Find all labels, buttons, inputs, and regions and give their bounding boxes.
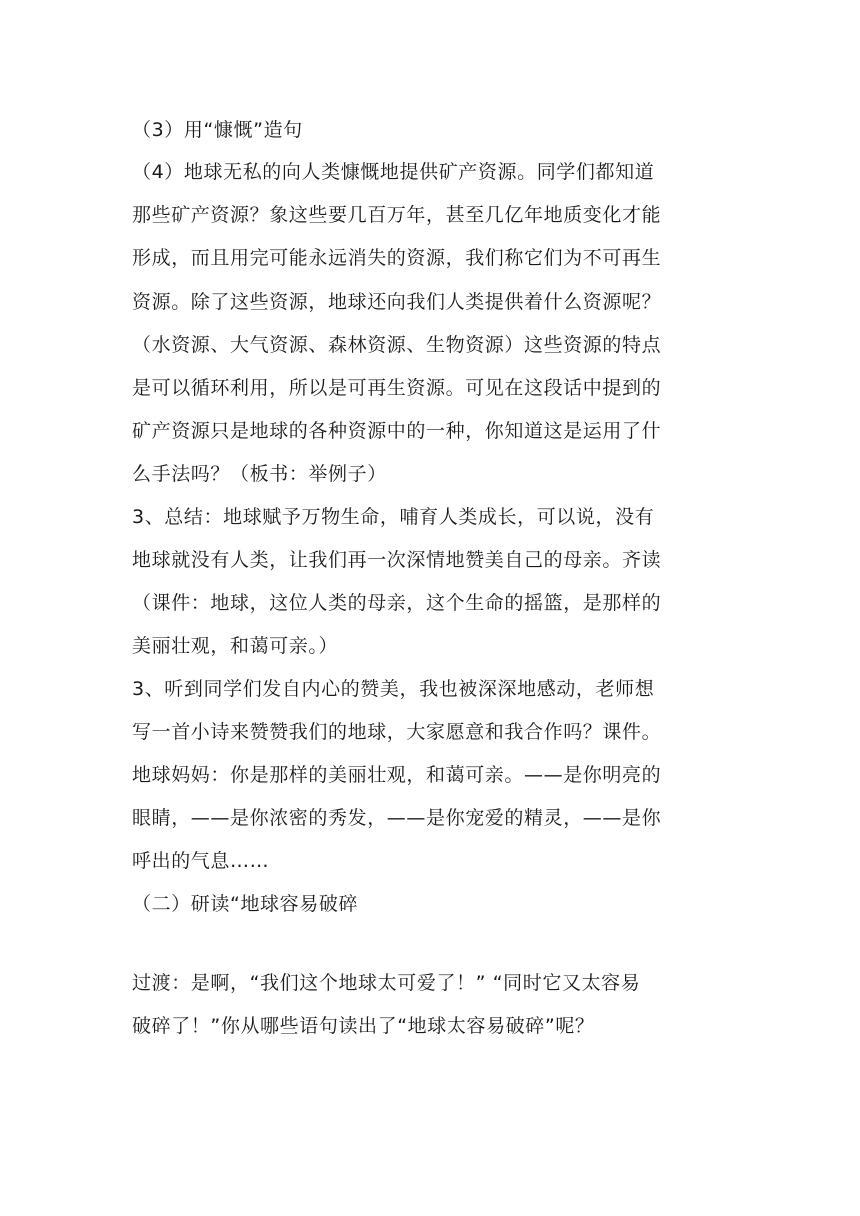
paragraph-line: 写一首小诗来赞赞我们的地球，大家愿意和我合作吗？课件。 <box>132 721 662 743</box>
paragraph-line: 呼出的气息…… <box>132 850 270 872</box>
heading-sentence-making: （3）用“慷慨”造句 <box>132 119 303 141</box>
paragraph-line: （水资源、大气资源、森林资源、生物资源）这些资源的特点 <box>132 334 662 356</box>
paragraph-line: 过渡：是啊，“我们这个地球太可爱了！” “同时它又太容易 <box>132 972 641 994</box>
paragraph-line: 破碎了！”你从哪些语句读出了“地球太容易破碎”呢？ <box>132 1015 595 1037</box>
paragraph-line: 眼睛，——是你浓密的秀发，——是你宠爱的精灵，——是你 <box>132 807 662 829</box>
paragraph-line: （课件：地球，这位人类的母亲，这个生命的摇篮，是那样的 <box>132 592 662 614</box>
paragraph-line: 矿产资源只是地球的各种资源中的一种，你知道这是运用了什 <box>132 420 662 442</box>
paragraph-line: 么手法吗？（板书：举例子） <box>132 463 387 485</box>
paragraph-line: 是可以循环利用，所以是可再生资源。可见在这段话中提到的 <box>132 377 662 399</box>
paragraph-line: 地球妈妈：你是那样的美丽壮观，和蔼可亲。——是你明亮的 <box>132 764 662 786</box>
paragraph-line: 美丽壮观，和蔼可亲。） <box>132 635 339 657</box>
section-heading: （二）研读“地球容易破碎 <box>132 893 359 915</box>
paragraph-line: 地球就没有人类，让我们再一次深情地赞美自己的母亲。齐读 <box>132 549 662 571</box>
paragraph-line: 资源。除了这些资源，地球还向我们人类提供着什么资源呢？ <box>132 291 662 313</box>
paragraph-line: 形成，而且用完可能永远消失的资源，我们称它们为不可再生 <box>132 247 662 269</box>
paragraph-line: 3、听到同学们发自内心的赞美，我也被深深地感动，老师想 <box>132 678 655 700</box>
paragraph-line: （4）地球无私的向人类慷慨地提供矿产资源。同学们都知道 <box>132 161 655 183</box>
paragraph-line: 3、总结：地球赋予万物生命，哺育人类成长，可以说，没有 <box>132 506 655 528</box>
paragraph-line: 那些矿产资源？象这些要几百万年，甚至几亿年地质变化才能 <box>132 204 662 226</box>
